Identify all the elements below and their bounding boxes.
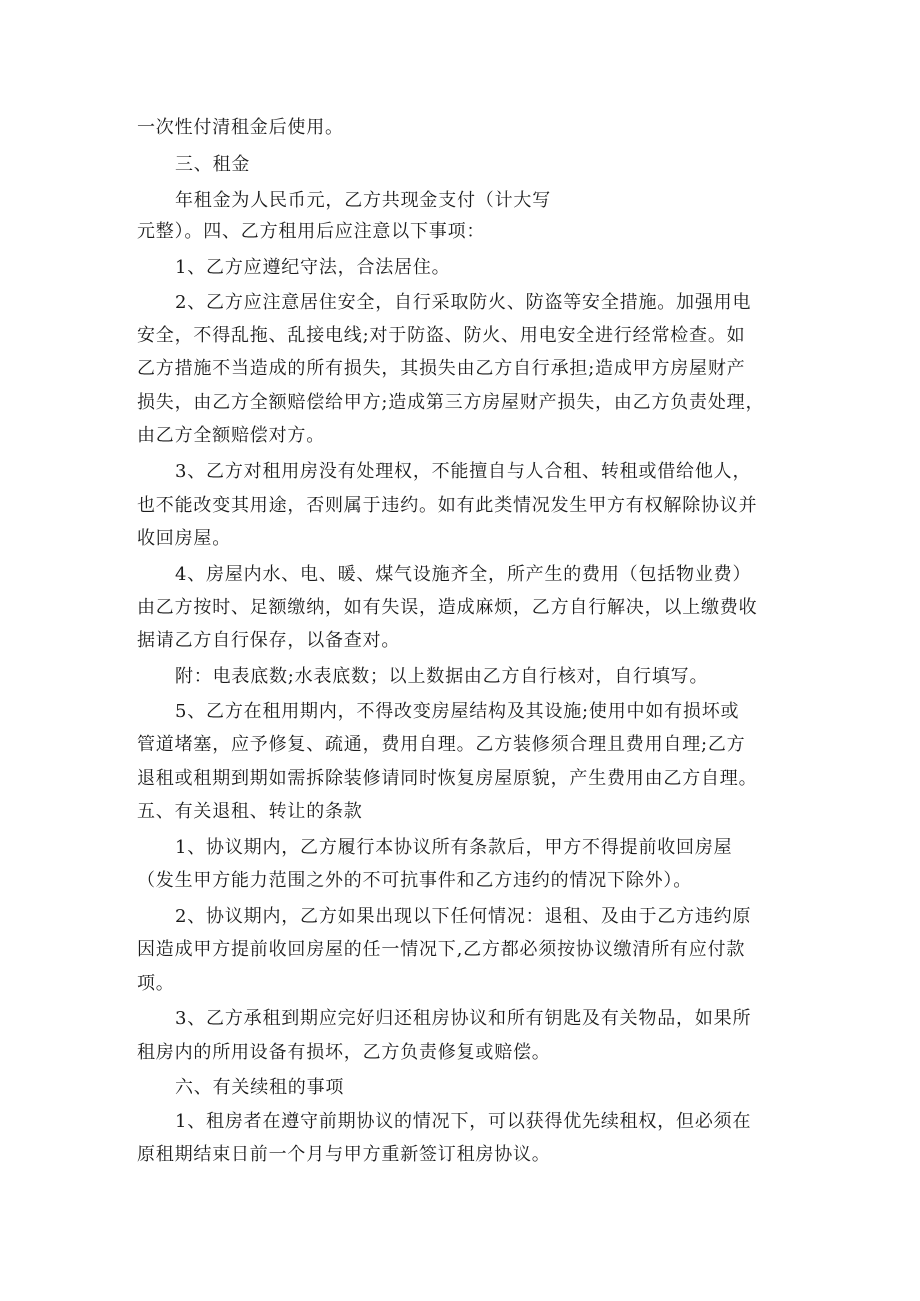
- section-heading-termination: 五、有关退租、转让的条款: [137, 801, 363, 822]
- text-line: 1、乙方应遵纪守法，合法居住。: [175, 257, 451, 278]
- text-line: 管道堵塞，应予修复、疏通，费用自理。乙方装修须合理且费用自理;乙方: [137, 734, 746, 755]
- text-line: 因造成甲方提前收回房屋的任一情况下,乙方都必须按协议缴清所有应付款: [137, 939, 746, 960]
- text-line: 租房内的所用设备有损坏，乙方负责修复或赔偿。: [137, 1042, 551, 1063]
- section-heading-renewal: 六、有关续租的事项: [175, 1077, 345, 1098]
- text-line: 一次性付清租金后使用。: [137, 117, 344, 138]
- text-line: 乙方措施不当造成的所有损失，其损失由乙方自行承担;造成甲方房屋财产: [137, 358, 746, 379]
- text-line: 2、协议期内，乙方如果出现以下任何情况：退租、及由于乙方违约原: [175, 906, 752, 927]
- text-line: 据请乙方自行保存，以备查对。: [137, 630, 401, 651]
- text-line: 3、乙方对租用房没有处理权，不能擅自与人合租、转租或借给他人，: [175, 461, 752, 482]
- text-line: 项。: [137, 973, 175, 994]
- section-heading-rent: 三、租金: [175, 154, 251, 175]
- text-line: 2、乙方应注意居住安全，自行采取防火、防盗等安全措施。加强用电: [175, 292, 752, 313]
- text-line: 由乙方全额赔偿对方。: [137, 425, 325, 446]
- text-line: 年租金为人民币元，乙方共现金支付（计大写: [175, 190, 551, 211]
- text-line: 安全，不得乱拖、乱接电线;对于防盗、防火、用电安全进行经常检查。如: [137, 325, 746, 346]
- text-line: 收回房屋。: [137, 528, 231, 549]
- text-line: 由乙方按时、足额缴纳，如有失误，造成麻烦，乙方自行解决，以上缴费收: [137, 597, 758, 618]
- text-line: 元整）。四、乙方租用后应注意以下事项：: [137, 221, 486, 242]
- text-line: 3、乙方承租到期应完好归还租房协议和所有钥匙及有关物品，如果所: [175, 1008, 752, 1029]
- text-line: 4、房屋内水、电、暖、煤气设施齐全，所产生的费用（包括物业费）: [175, 564, 752, 585]
- text-line: 损失，由乙方全额赔偿给甲方;造成第三方房屋财产损失，由乙方负责处理，: [137, 392, 765, 413]
- text-line: 原租期结束日前一个月与甲方重新签订租房协议。: [137, 1144, 551, 1165]
- text-line: 退租或租期到期如需拆除装修请同时恢复房屋原貌，产生费用由乙方自理。: [137, 768, 758, 789]
- text-line: 1、租房者在遵守前期协议的情况下，可以获得优先续租权，但必须在: [175, 1111, 752, 1132]
- text-line: （发生甲方能力范围之外的不可抗事件和乙方违约的情况下除外）。: [137, 870, 692, 891]
- text-line: 5、乙方在租用期内，不得改变房屋结构及其设施;使用中如有损坏或: [175, 701, 740, 722]
- text-line: 1、协议期内，乙方履行本协议所有条款后，甲方不得提前收回房屋: [175, 837, 733, 858]
- text-line: 也不能改变其用途，否则属于违约。如有此类情况发生甲方有权解除协议并: [137, 495, 758, 516]
- text-line: 附：电表底数;水表底数；以上数据由乙方自行核对，自行填写。: [175, 666, 709, 687]
